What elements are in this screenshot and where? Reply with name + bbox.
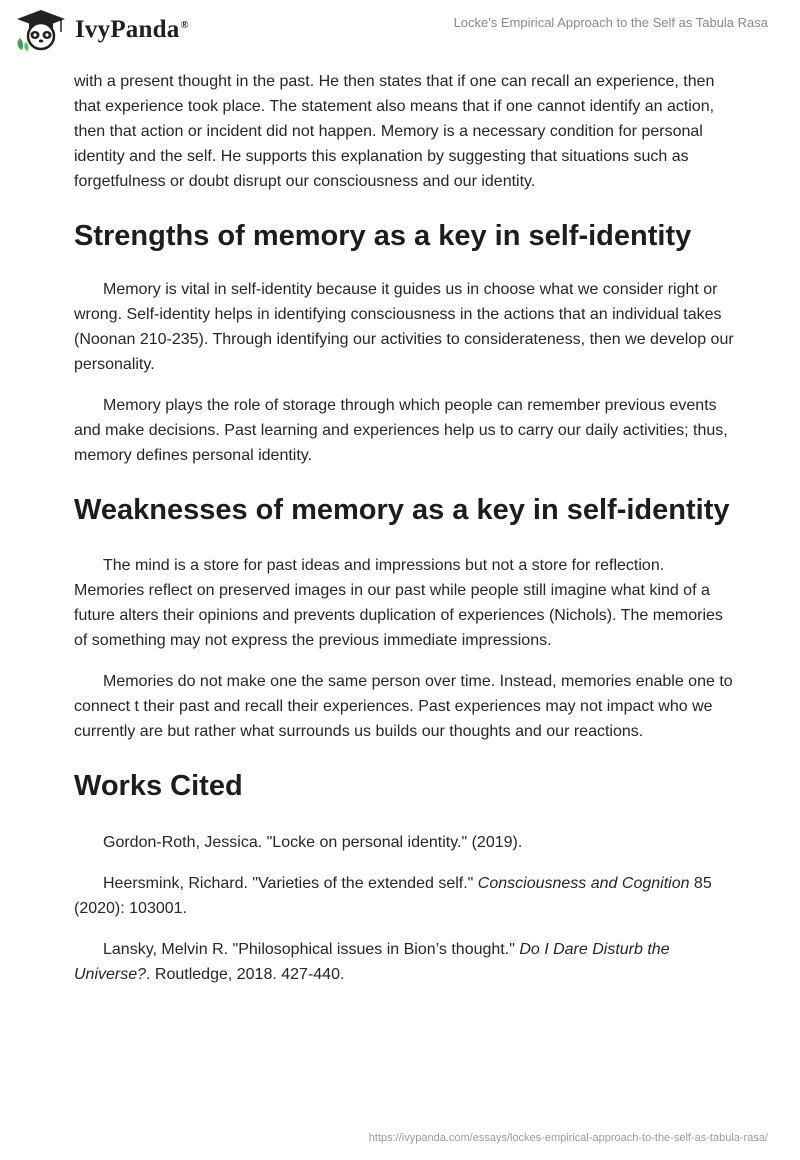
page-header bbox=[0, 0, 800, 70]
essay-content bbox=[74, 69, 734, 987]
citation-entry: Lansky, Melvin R. "Philosophical issues in Bion’s thought." Do I Dare Disturb the Universe?. Routledge, 2018. 427-440. bbox=[74, 941, 670, 983]
works-cited-heading: Works Cited bbox=[74, 770, 243, 802]
weaknesses-heading: Weaknesses of memory as a key in self-identity bbox=[74, 494, 730, 526]
logo-wordmark: IvyPanda® bbox=[75, 16, 189, 43]
strengths-paragraph-2: Memory plays the role of storage through which people can remember previous events and make decisions. Past learning and experiences help us to carry our daily activities; thus, memory defines personal identity. bbox=[74, 397, 728, 464]
panda-graduation-icon bbox=[14, 8, 68, 52]
source-url[interactable]: https://ivypanda.com/essays/lockes-empirical-approach-to-the-self-as-tabula-rasa/ bbox=[368, 1132, 768, 1144]
strengths-heading: Strengths of memory as a key in self-identity bbox=[74, 220, 692, 252]
citation-entry: Heersmink, Richard. "Varieties of the extended self." Consciousness and Cognition 85 (2020): 103001. bbox=[74, 875, 712, 917]
intro-paragraph: with a present thought in the past. He then states that if one can recall an experience, then that experience took place. The statement also means that if one cannot identify an action, then that action or incident did not happen. Memory is a necessary condition for personal identity and the self. He supports this explanation by suggesting that situations such as forgetfulness or doubt disrupt our consciousness and our identity. bbox=[74, 73, 715, 190]
running-title: Locke's Empirical Approach to the Self as Tabula Rasa bbox=[453, 15, 768, 30]
works-cited-list bbox=[74, 830, 734, 987]
strengths-paragraph-1: Memory is vital in self-identity because it guides us in choose what we consider right or wrong. Self-identity helps in identifying consciousness in the actions that an individual takes (Noonan 210-235). Through identifying our activities to considerateness, then we develop our personality. bbox=[74, 281, 734, 373]
citation-entry: Gordon-Roth, Jessica. "Locke on personal identity." (2019). bbox=[103, 834, 523, 851]
ivypanda-logo[interactable] bbox=[14, 8, 189, 52]
weaknesses-paragraph-1: The mind is a store for past ideas and impressions but not a store for reflection. Memories reflect on preserved images in our past while people still imagine what kind of a future alters their opinions and prevents duplication of experiences (Nichols). The memories of something may not express the previous immediate impressions. bbox=[74, 557, 723, 649]
weaknesses-paragraph-2: Memories do not make one the same person over time. Instead, memories enable one to connect t their past and recall their experiences. Past experiences may not impact who we currently are but rather what surrounds us builds our thoughts and our reactions. bbox=[74, 673, 733, 740]
